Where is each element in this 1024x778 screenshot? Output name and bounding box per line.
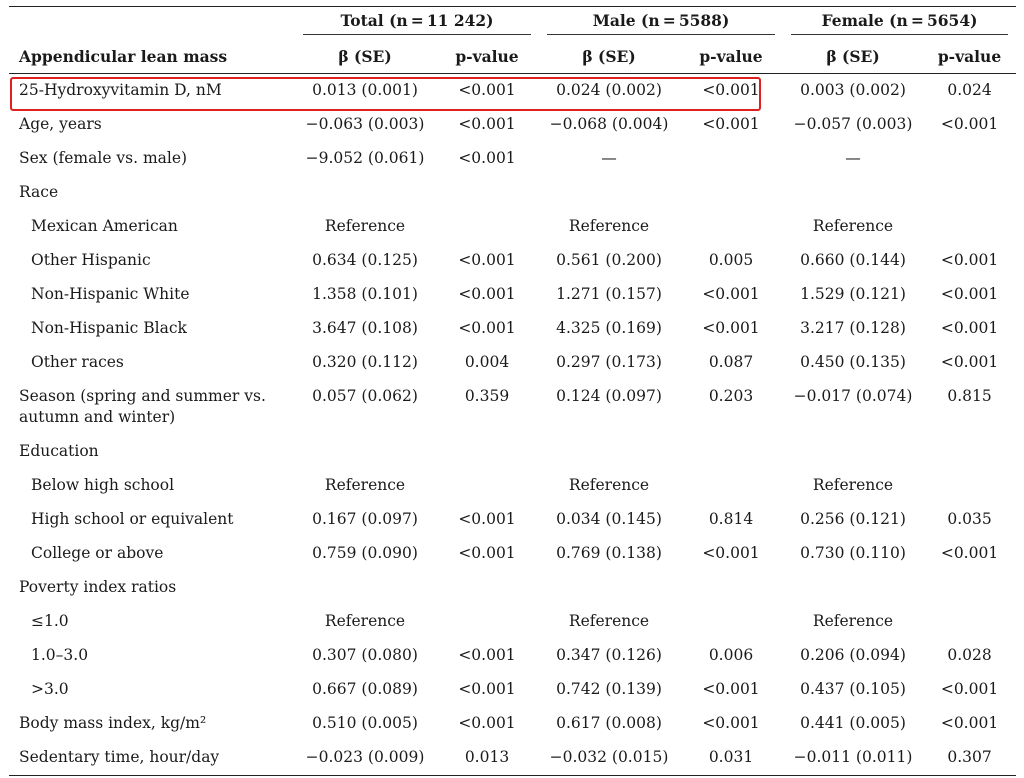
cell-p-male: <0.001 [702,285,760,303]
row-label-header: Appendicular lean mass [9,39,295,74]
cell-p-total [435,571,539,605]
cell-beta-female: 3.217 (0.128) [800,319,906,337]
cell-p-total: 0.004 [464,353,510,371]
table-row [9,571,1016,605]
cell-beta-male: 0.769 (0.138) [556,544,662,562]
cell-beta-total: 0.634 (0.125) [312,251,418,269]
cell-p-female [923,142,1016,176]
cell-beta-total: 0.167 (0.097) [312,510,418,528]
table-row [9,435,1016,469]
cell-beta-male: 0.034 (0.145) [556,510,662,528]
cell-p-female [923,210,1016,244]
cell-p-male [679,571,783,605]
cell-p-male: 0.006 [708,646,754,664]
cell-beta-female: 0.450 (0.135) [800,353,906,371]
cell-p-total: <0.001 [458,115,516,133]
cell-p-total: <0.001 [458,81,516,99]
cell-p-total: <0.001 [458,714,516,732]
cell-beta-total: 0.667 (0.089) [312,680,418,698]
cell-p-male: 0.005 [708,251,754,269]
row-label: Sex (female vs. male) [19,149,188,167]
cell-p-female: <0.001 [940,319,999,337]
row-label: Other races [31,353,124,371]
cell-p-female: 0.815 [947,387,992,405]
cell-beta-total: −9.052 (0.061) [305,149,425,167]
cell-beta-total: Reference [324,476,406,494]
group-header-blank [9,7,295,40]
cell-p-male [679,176,783,210]
table-row [9,639,1016,673]
cell-beta-male: 0.742 (0.139) [556,680,662,698]
cell-beta-total [295,435,435,469]
cell-beta-male [539,571,679,605]
row-label: Education [19,442,99,460]
p-header-female: p-value [923,39,1016,74]
table-row [9,707,1016,741]
cell-beta-male: 0.297 (0.173) [556,353,662,371]
row-label: Race [19,183,59,201]
cell-beta-male: Reference [568,612,650,630]
cell-beta-female: Reference [812,476,894,494]
cell-beta-male: −0.068 (0.004) [549,115,669,133]
row-label: Season (spring and summer vs. autumn and winter) [19,387,266,426]
cell-p-female [923,435,1016,469]
cell-p-female [923,469,1016,503]
cell-p-female: 0.028 [947,646,992,664]
row-label: Non-Hispanic Black [31,319,187,337]
row-label: >3.0 [31,680,69,698]
cell-p-male: <0.001 [702,81,760,99]
cell-p-female [923,605,1016,639]
cell-p-total [435,469,539,503]
cell-p-female: <0.001 [940,251,999,269]
cell-p-total: <0.001 [458,510,516,528]
row-label: ≤1.0 [31,612,69,630]
cell-beta-total: −0.023 (0.009) [295,741,435,776]
cell-p-female: 0.024 [947,81,992,99]
group-header-total: Total (n = 11 242) [295,7,539,40]
cell-p-male: <0.001 [702,115,760,133]
cell-beta-total: 3.647 (0.108) [312,319,418,337]
cell-beta-total [295,571,435,605]
row-label: Non-Hispanic White [31,285,190,303]
cell-p-female: <0.001 [940,115,999,133]
cell-beta-female: 0.437 (0.105) [800,680,906,698]
cell-p-total: <0.001 [458,319,516,337]
table-row [9,503,1016,537]
cell-beta-male: 4.325 (0.169) [556,319,662,337]
cell-p-male: <0.001 [702,680,760,698]
cell-beta-total: 0.307 (0.080) [312,646,418,664]
cell-beta-total: −0.063 (0.003) [305,115,425,133]
table-row [9,673,1016,707]
group-header-male: Male (n = 5588) [539,7,783,40]
table-row [9,605,1016,639]
group-header-female: Female (n = 5654) [783,7,1016,40]
cell-p-total: 0.359 [464,387,510,405]
table-row [9,278,1016,312]
table-body [9,74,1016,776]
cell-beta-total: Reference [324,217,406,235]
cell-beta-male: 0.617 (0.008) [556,714,662,732]
cell-p-male: 0.031 [679,741,783,776]
cell-beta-female: 1.529 (0.121) [800,285,906,303]
cell-p-total: <0.001 [458,149,516,167]
group-header-row [9,7,1016,40]
beta-header-female: β (SE) [783,39,923,74]
table-row [9,108,1016,142]
cell-beta-female: — [845,149,861,167]
cell-beta-male: 0.347 (0.126) [556,646,662,664]
cell-beta-female: Reference [812,612,894,630]
table-row [9,142,1016,176]
cell-p-male [679,435,783,469]
row-label: Body mass index, kg/m² [19,714,207,732]
cell-beta-total: 0.057 (0.062) [312,387,418,405]
table-row [9,312,1016,346]
cell-p-total: <0.001 [458,251,516,269]
table-row [9,741,1016,776]
p-header-male: p-value [679,39,783,74]
cell-p-total: <0.001 [458,680,516,698]
cell-beta-female: 0.256 (0.121) [800,510,906,528]
regression-table-container [9,6,1016,776]
row-label: Age, years [19,115,102,133]
cell-beta-female: −0.011 (0.011) [783,741,923,776]
cell-beta-male: 1.271 (0.157) [556,285,662,303]
cell-beta-total: 0.013 (0.001) [312,81,418,99]
cell-p-female [923,571,1016,605]
table-row [9,244,1016,278]
cell-p-male [679,469,783,503]
cell-beta-male: Reference [568,476,650,494]
cell-p-male [679,142,783,176]
row-label: College or above [31,544,164,562]
cell-p-male: <0.001 [702,319,760,337]
row-label: Other Hispanic [31,251,151,269]
p-header-total: p-value [435,39,539,74]
cell-beta-total: 0.510 (0.005) [312,714,418,732]
table-row [9,210,1016,244]
cell-beta-female [783,571,923,605]
row-label: 25-Hydroxyvitamin D, nM [19,81,222,99]
cell-beta-male: 0.024 (0.002) [556,81,662,99]
table-row [9,537,1016,571]
cell-beta-male: −0.032 (0.015) [539,741,679,776]
cell-p-female: <0.001 [940,680,999,698]
table-row [9,469,1016,503]
cell-p-total [435,176,539,210]
regression-table [9,6,1016,776]
cell-p-total: <0.001 [458,544,516,562]
cell-beta-total [295,176,435,210]
cell-p-female [923,176,1016,210]
cell-p-female: <0.001 [940,285,999,303]
cell-p-total: 0.013 [435,741,539,776]
cell-beta-female: 0.730 (0.110) [800,544,906,562]
cell-beta-total: Reference [324,612,406,630]
cell-beta-male: Reference [568,217,650,235]
cell-beta-total: 0.759 (0.090) [312,544,418,562]
cell-p-male: 0.087 [708,353,754,371]
cell-p-male: <0.001 [702,714,760,732]
row-label: 1.0–3.0 [31,646,89,664]
column-header-row [9,39,1016,74]
cell-beta-total: 1.358 (0.101) [312,285,418,303]
cell-beta-female [783,176,923,210]
table-row [9,346,1016,380]
cell-beta-female: 0.003 (0.002) [800,81,906,99]
cell-p-total: <0.001 [458,285,516,303]
cell-beta-female: 0.441 (0.005) [800,714,906,732]
cell-p-male [679,605,783,639]
beta-header-total: β (SE) [295,39,435,74]
cell-p-female: 0.307 [923,741,1016,776]
cell-p-male [679,210,783,244]
row-label: Poverty index ratios [19,578,177,596]
cell-beta-total: 0.320 (0.112) [312,353,418,371]
cell-p-male: <0.001 [702,544,760,562]
cell-beta-female: 0.206 (0.094) [800,646,906,664]
cell-beta-male: — [601,149,617,167]
cell-p-total [435,210,539,244]
table-row [9,380,1016,435]
cell-p-female: <0.001 [940,353,999,371]
cell-beta-female [783,435,923,469]
cell-p-male: 0.814 [708,510,754,528]
table-row [9,176,1016,210]
row-label: Mexican American [31,217,178,235]
row-label: Below high school [31,476,175,494]
cell-p-male: 0.203 [708,387,754,405]
cell-beta-male: 0.561 (0.200) [556,251,662,269]
cell-p-female: <0.001 [940,544,999,562]
cell-beta-male: 0.124 (0.097) [556,387,662,405]
row-label: High school or equivalent [31,510,234,528]
cell-p-female: <0.001 [940,714,999,732]
cell-beta-female: Reference [812,217,894,235]
cell-p-total [435,435,539,469]
cell-beta-male [539,176,679,210]
cell-p-total: <0.001 [458,646,516,664]
cell-beta-male [539,435,679,469]
cell-p-total [435,605,539,639]
row-label: Sedentary time, hour/day [9,741,295,776]
cell-p-female: 0.035 [947,510,992,528]
cell-beta-female: −0.017 (0.074) [793,387,913,405]
cell-beta-female: −0.057 (0.003) [793,115,913,133]
table-row [9,74,1016,109]
beta-header-male: β (SE) [539,39,679,74]
cell-beta-female: 0.660 (0.144) [800,251,906,269]
